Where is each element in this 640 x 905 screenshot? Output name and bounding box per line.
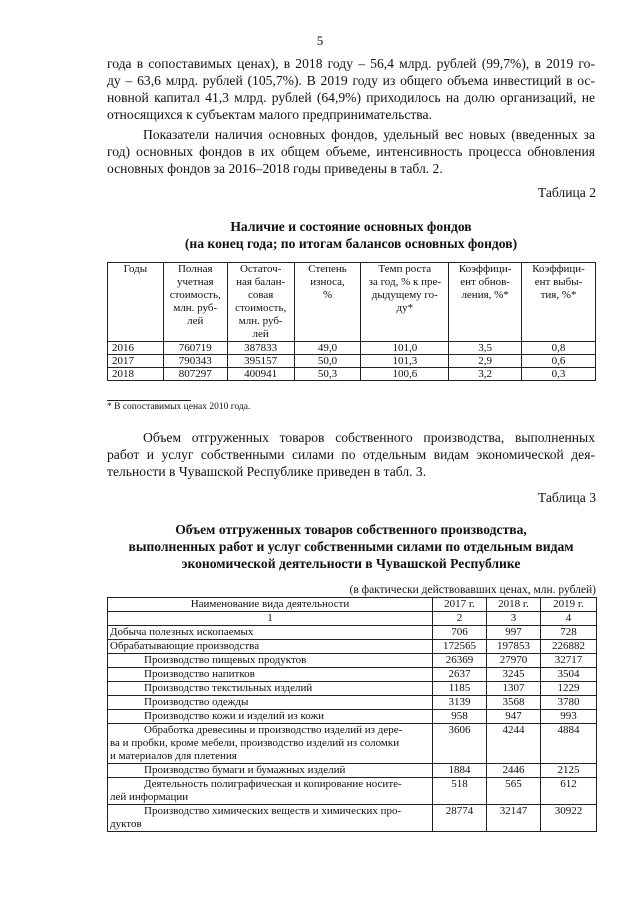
header-cell: 2019 г. bbox=[541, 598, 597, 612]
activity-name: Добыча полезных ископаемых bbox=[108, 626, 433, 640]
column-number: 2 bbox=[433, 612, 487, 626]
header-cell: Коэффици- ент обнов- ления, %* bbox=[449, 263, 522, 342]
value-cell: 32717 bbox=[541, 654, 597, 668]
value-cell: 807297 bbox=[163, 368, 227, 381]
text-line: основных фондов за 2016–2018 годы приведены в табл. 2. bbox=[107, 161, 443, 176]
table-row bbox=[108, 368, 596, 381]
value-cell: 101,3 bbox=[361, 355, 449, 368]
title-line: экономической деятельности в Чувашской Республике bbox=[181, 556, 521, 571]
value-cell: 2,9 bbox=[449, 355, 522, 368]
value-cell: 387833 bbox=[227, 342, 294, 355]
title-line: Наличие и состояние основных фондов bbox=[230, 219, 472, 234]
value-cell: 760719 bbox=[163, 342, 227, 355]
activity-name: Обработка древесины и производство изделий из дере- ва и пробки, кроме мебели, производство изделий из соломки и материалов для плетения bbox=[108, 724, 433, 764]
table-row bbox=[108, 668, 597, 682]
value-cell: 1307 bbox=[487, 682, 541, 696]
table-row bbox=[108, 724, 597, 764]
activity-name: Производство химических веществ и химических про- дуктов bbox=[108, 805, 433, 832]
text-line: Объем отгруженных товаров собственного производства, выполненных bbox=[143, 430, 595, 445]
table-row bbox=[108, 342, 596, 355]
value-cell: 0,8 bbox=[522, 342, 596, 355]
table-3-title bbox=[107, 521, 595, 572]
table-row bbox=[108, 355, 596, 368]
activity-name: Деятельность полиграфическая и копирование носите- лей информации bbox=[108, 778, 433, 805]
value-cell: 1185 bbox=[433, 682, 487, 696]
year-cell: 2018 bbox=[108, 368, 164, 381]
table-row bbox=[108, 805, 597, 832]
activity-name: Производство бумаги и бумажных изделий bbox=[108, 764, 433, 778]
value-cell: 3139 bbox=[433, 696, 487, 710]
header-cell: Темп роста за год, % к пре- дыдущему го- ду* bbox=[361, 263, 449, 342]
value-cell: 2125 bbox=[541, 764, 597, 778]
value-cell: 1229 bbox=[541, 682, 597, 696]
header-cell: Степень износа, % bbox=[294, 263, 361, 342]
value-cell: 30922 bbox=[541, 805, 597, 832]
value-cell: 26369 bbox=[433, 654, 487, 668]
value-cell: 172565 bbox=[433, 640, 487, 654]
text-line: относящихся к субъектам малого предпринимательства. bbox=[107, 107, 432, 122]
text-line: года в сопоставимых ценах), в 2018 году – 56,4 млрд. рублей (99,7%), в 2019 го- bbox=[107, 56, 595, 71]
column-number: 3 bbox=[487, 612, 541, 626]
table-row bbox=[108, 626, 597, 640]
value-cell: 197853 bbox=[487, 640, 541, 654]
fixed-assets-table bbox=[107, 262, 596, 381]
table-2-title bbox=[107, 218, 595, 252]
value-cell: 32147 bbox=[487, 805, 541, 832]
footnote: * В сопоставимых ценах 2010 года. bbox=[107, 402, 251, 412]
column-number-row bbox=[108, 612, 597, 626]
paragraph-investments bbox=[107, 55, 595, 123]
table-row bbox=[108, 764, 597, 778]
value-cell: 993 bbox=[541, 710, 597, 724]
paragraph-fixed-assets bbox=[107, 126, 595, 177]
activity-name: Обрабатывающие производства bbox=[108, 640, 433, 654]
header-cell: Наименование вида деятельности bbox=[108, 598, 433, 612]
text-line: работ и услуг собственными силами по отдельным видам экономической дея- bbox=[107, 447, 595, 462]
activity-name: Производство напитков bbox=[108, 668, 433, 682]
title-line: выполненных работ и услуг собственными силами по отдельным видам bbox=[128, 539, 574, 554]
year-cell: 2016 bbox=[108, 342, 164, 355]
paragraph-shipped-goods bbox=[107, 429, 595, 480]
table-3-label: Таблица 3 bbox=[537, 490, 596, 505]
value-cell: 3568 bbox=[487, 696, 541, 710]
value-cell: 2446 bbox=[487, 764, 541, 778]
table-row bbox=[108, 710, 597, 724]
value-cell: 3245 bbox=[487, 668, 541, 682]
title-line: (на конец года; по итогам балансов основных фондов) bbox=[184, 236, 518, 251]
year-cell: 2017 bbox=[108, 355, 164, 368]
value-cell: 3606 bbox=[433, 724, 487, 764]
value-cell: 0,6 bbox=[522, 355, 596, 368]
value-cell: 1884 bbox=[433, 764, 487, 778]
text-line: год) основных фондов в их общем объеме, интенсивность процесса обновления bbox=[107, 144, 595, 159]
table-3-units: (в фактически действовавших ценах, млн. рублей) bbox=[349, 584, 596, 596]
value-cell: 100,6 bbox=[361, 368, 449, 381]
value-cell: 101,0 bbox=[361, 342, 449, 355]
value-cell: 612 bbox=[541, 778, 597, 805]
value-cell: 400941 bbox=[227, 368, 294, 381]
value-cell: 706 bbox=[433, 626, 487, 640]
table-2-label: Таблица 2 bbox=[537, 185, 596, 200]
table-row bbox=[108, 640, 597, 654]
activity-name: Производство одежды bbox=[108, 696, 433, 710]
activity-name: Производство текстильных изделий bbox=[108, 682, 433, 696]
value-cell: 4244 bbox=[487, 724, 541, 764]
header-cell: 2017 г. bbox=[433, 598, 487, 612]
table-row bbox=[108, 696, 597, 710]
footnote-divider bbox=[107, 400, 191, 401]
column-number: 4 bbox=[541, 612, 597, 626]
value-cell: 728 bbox=[541, 626, 597, 640]
value-cell: 50,3 bbox=[294, 368, 361, 381]
value-cell: 947 bbox=[487, 710, 541, 724]
value-cell: 2637 bbox=[433, 668, 487, 682]
value-cell: 4884 bbox=[541, 724, 597, 764]
value-cell: 790343 bbox=[163, 355, 227, 368]
text-line: ду – 63,6 млрд. рублей (105,7%). В 2019 году из общего объема инвестиций в ос- bbox=[107, 73, 595, 88]
table-header-row bbox=[108, 598, 597, 612]
text-line: Показатели наличия основных фондов, удельный вес новых (введенных за bbox=[143, 127, 595, 142]
value-cell: 27970 bbox=[487, 654, 541, 668]
table-row bbox=[108, 778, 597, 805]
header-cell: Годы bbox=[108, 263, 164, 342]
table-row bbox=[108, 654, 597, 668]
page-number: 5 bbox=[316, 33, 324, 48]
value-cell: 3,5 bbox=[449, 342, 522, 355]
value-cell: 3780 bbox=[541, 696, 597, 710]
value-cell: 0,3 bbox=[522, 368, 596, 381]
value-cell: 395157 bbox=[227, 355, 294, 368]
value-cell: 28774 bbox=[433, 805, 487, 832]
value-cell: 49,0 bbox=[294, 342, 361, 355]
value-cell: 997 bbox=[487, 626, 541, 640]
value-cell: 565 bbox=[487, 778, 541, 805]
table-header-row bbox=[108, 263, 596, 342]
value-cell: 226882 bbox=[541, 640, 597, 654]
text-line: тельности в Чувашской Республике приведен в табл. 3. bbox=[107, 464, 427, 479]
value-cell: 518 bbox=[433, 778, 487, 805]
title-line: Объем отгруженных товаров собственного производства, bbox=[175, 522, 527, 537]
header-cell: Остаточ- ная балан- совая стоимость, млн. руб- лей bbox=[227, 263, 294, 342]
value-cell: 50,0 bbox=[294, 355, 361, 368]
table-row bbox=[108, 682, 597, 696]
text-line: новной капитал 41,3 млрд. рублей (64,9%) приходилось на долю организаций, не bbox=[107, 90, 595, 105]
value-cell: 958 bbox=[433, 710, 487, 724]
header-cell: 2018 г. bbox=[487, 598, 541, 612]
column-number: 1 bbox=[108, 612, 433, 626]
header-cell: Полная учетная стоимость, млн. руб- лей bbox=[163, 263, 227, 342]
value-cell: 3,2 bbox=[449, 368, 522, 381]
value-cell: 3504 bbox=[541, 668, 597, 682]
activity-name: Производство кожи и изделий из кожи bbox=[108, 710, 433, 724]
activity-name: Производство пищевых продуктов bbox=[108, 654, 433, 668]
shipped-goods-table bbox=[107, 597, 597, 832]
header-cell: Коэффици- ент выбы- тия, %* bbox=[522, 263, 596, 342]
